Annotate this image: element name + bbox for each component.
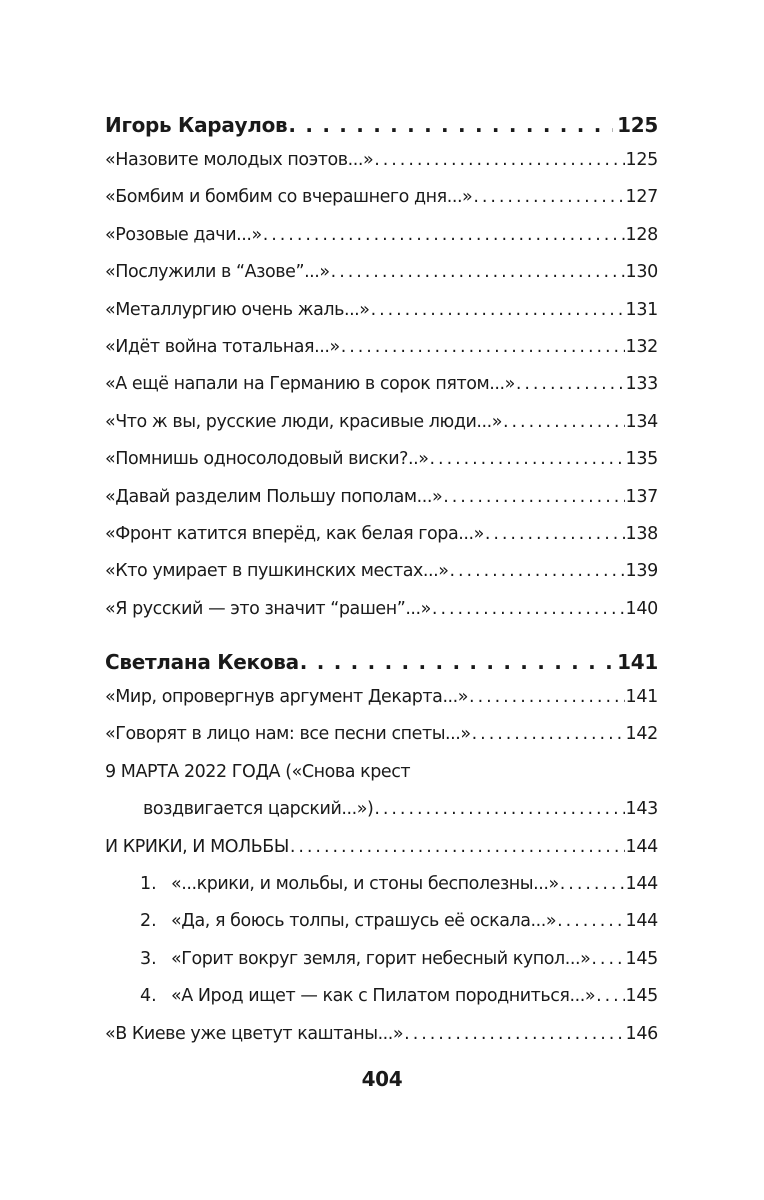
- toc-entry: [105, 366, 658, 403]
- author-page-number: 125: [617, 113, 658, 137]
- dot-leader: [429, 441, 626, 478]
- entry-title: «Бомбим и бомбим со вчерашнего дня...»: [105, 187, 473, 208]
- page-number: 404: [361, 1067, 403, 1091]
- entry-title: И КРИКИ, И МОЛЬБЫ: [105, 836, 289, 857]
- sub-entry-number: 2.: [140, 911, 157, 932]
- entry-page-number: 137: [625, 486, 658, 507]
- table-of-contents: [105, 108, 658, 1053]
- entry-page-number: 135: [625, 449, 658, 470]
- dot-leader: [373, 791, 625, 828]
- entry-page-number: 146: [625, 1023, 658, 1044]
- entry-page-number: 131: [625, 299, 658, 320]
- entry-page-number: 125: [625, 150, 658, 170]
- dot-leader: [449, 553, 626, 590]
- toc-entry-line2: [105, 791, 658, 828]
- entry-page-number: 144: [625, 874, 658, 895]
- toc-entry: [105, 716, 658, 753]
- toc-entry: [105, 679, 658, 716]
- entry-title: «Мир, опровергнув аргумент Декарта...»: [105, 687, 469, 708]
- entry-page-number: 142: [625, 724, 658, 745]
- dot-leader: [373, 142, 625, 179]
- dot-leader: [299, 645, 613, 679]
- dot-leader: [590, 941, 625, 978]
- dot-leader: [556, 903, 625, 940]
- dot-leader: [471, 716, 626, 753]
- entry-title: «Давай разделим Польшу пополам...»: [105, 486, 443, 507]
- entry-page-number: 141: [625, 687, 658, 708]
- entry-title-line1: 9 МАРТА 2022 ГОДА («Снова крест: [105, 761, 411, 782]
- entry-title: «Говорят в лицо нам: все песни спеты...»: [105, 724, 471, 745]
- entry-title: «Я русский — это значит “рашен”...»: [105, 598, 431, 619]
- entry-page-number: 145: [625, 948, 658, 969]
- toc-sub-entry: [105, 866, 658, 903]
- toc-entry: [105, 553, 658, 590]
- entry-title: «Назовите молодых поэтов...»: [105, 150, 374, 170]
- author-name: Светлана Кекова: [105, 650, 299, 675]
- toc-entry: [105, 591, 658, 628]
- dot-leader: [262, 217, 626, 254]
- toc-entry: [105, 217, 658, 254]
- dot-leader: [370, 292, 626, 329]
- entry-page-number: 144: [625, 836, 658, 857]
- entry-title: «В Киеве уже цветут каштаны...»: [105, 1023, 404, 1044]
- entry-title: «Металлургию очень жаль...»: [105, 299, 370, 320]
- toc-entry: [105, 404, 658, 441]
- dot-leader: [559, 866, 626, 903]
- entry-page-number: 127: [625, 187, 658, 208]
- entry-title: «...крики, и мольбы, и стоны бесполезны...»: [171, 874, 559, 895]
- dot-leader: [595, 978, 625, 1015]
- entry-page-number: 139: [625, 561, 658, 582]
- dot-leader: [403, 1016, 625, 1053]
- section-gap: [105, 628, 658, 645]
- entry-title: «Кто умирает в пушкинских местах...»: [105, 561, 449, 582]
- sub-entry-number: 4.: [140, 986, 157, 1007]
- entry-title: «Послужили в “Азове”...»: [105, 262, 330, 283]
- entry-title: «Розовые дачи...»: [105, 224, 262, 245]
- entry-page-number: 143: [625, 799, 658, 820]
- dot-leader: [289, 829, 626, 866]
- toc-entry: [105, 142, 658, 179]
- entry-page-number: 145: [625, 986, 658, 1007]
- toc-entry: [105, 441, 658, 478]
- entry-page-number: 144: [625, 911, 658, 932]
- entry-page-number: 128: [625, 224, 658, 245]
- entry-page-number: 132: [625, 336, 658, 357]
- entry-title: «Помнишь односолодовый виски?..»: [105, 449, 429, 470]
- toc-entry-line1: [105, 754, 658, 791]
- dot-leader: [484, 516, 626, 553]
- entry-page-number: 134: [625, 411, 658, 432]
- toc-sub-entry: [105, 903, 658, 940]
- author-heading: [105, 108, 658, 142]
- dot-leader: [502, 404, 625, 441]
- entry-page-number: 130: [625, 262, 658, 283]
- author-page-number: 141: [617, 650, 658, 675]
- entry-title: «Горит вокруг земля, горит небесный купол...»: [171, 948, 591, 969]
- toc-sub-entry: [105, 978, 658, 1015]
- entry-page-number: 133: [625, 374, 658, 395]
- dot-leader: [287, 108, 613, 142]
- entry-title: «Фронт катится вперёд, как белая гора...»: [105, 523, 484, 544]
- sub-entry-number: 3.: [140, 948, 157, 969]
- toc-entry: [105, 179, 658, 216]
- toc-sub-entry: [105, 941, 658, 978]
- entry-title-line2: воздвигается царский...»): [143, 799, 374, 820]
- entry-title: «А ещё напали на Германию в сорок пятом...»: [105, 374, 515, 395]
- toc-entry: [105, 292, 658, 329]
- sub-entry-number: 1.: [140, 874, 157, 895]
- author-heading: [105, 645, 658, 679]
- dot-leader: [431, 591, 626, 628]
- toc-entry: [105, 479, 658, 516]
- entry-title: «Да, я боюсь толпы, страшусь её оскала...»: [171, 911, 557, 932]
- author-name: Игорь Караулов: [105, 113, 288, 137]
- toc-entry: [105, 829, 658, 866]
- toc-entry: [105, 254, 658, 291]
- entry-page-number: 140: [625, 598, 658, 619]
- entry-page-number: 138: [625, 523, 658, 544]
- dot-leader: [330, 254, 626, 291]
- dot-leader: [468, 679, 625, 716]
- dot-leader: [340, 329, 626, 366]
- dot-leader: [515, 366, 626, 403]
- toc-entry: [105, 1016, 658, 1053]
- entry-title: «А Ирод ищет — как с Пилатом породниться...»: [171, 986, 596, 1007]
- entry-title: «Что ж вы, русские люди, красивые люди...»: [105, 411, 502, 432]
- dot-leader: [442, 479, 625, 516]
- dot-leader: [472, 179, 625, 216]
- toc-entry: [105, 516, 658, 553]
- toc-entry: [105, 329, 658, 366]
- entry-title: «Идёт война тотальная...»: [105, 336, 340, 357]
